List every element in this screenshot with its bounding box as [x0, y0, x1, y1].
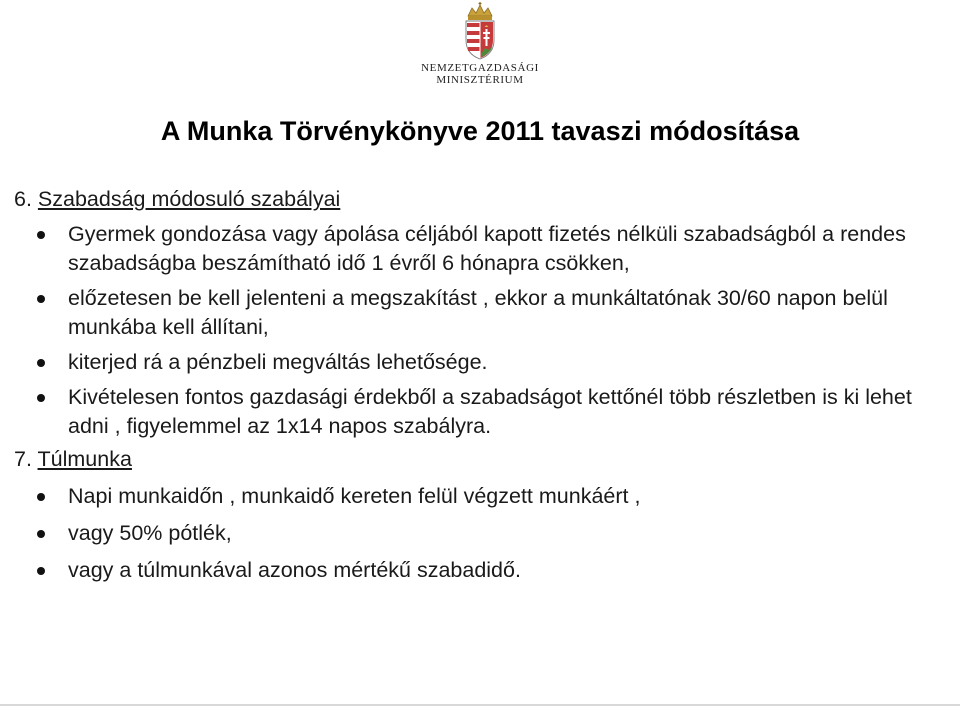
coat-of-arms-icon: [460, 2, 500, 60]
bullet-list: [14, 482, 934, 585]
list-item-text: előzetesen be kell jelenteni a megszakítást , ekkor a munkáltatónak 30/60 napon belül munkába kell állítani,: [68, 286, 888, 339]
section-heading: [14, 445, 934, 474]
section-vacation: [14, 185, 934, 441]
list-item: [14, 383, 934, 441]
bullet-dot-icon: [37, 231, 45, 239]
slide-title: A Munka Törvénykönyve 2011 tavaszi módosítása: [160, 116, 800, 146]
list-item-text: vagy a túlmunkával azonos mértékű szabadidő.: [68, 558, 521, 582]
list-item: [14, 482, 934, 511]
list-item: [14, 556, 934, 585]
list-item: [14, 220, 934, 278]
section-number: 6.: [14, 187, 32, 211]
bullet-dot-icon: [37, 530, 45, 538]
logo-line-1: NEMZETGAZDASÁGI: [421, 62, 539, 74]
ministry-logo: [410, 2, 550, 94]
list-item: [14, 519, 934, 548]
section-overtime: [14, 445, 934, 585]
list-item-text: vagy 50% pótlék,: [68, 521, 232, 545]
section-label: Túlmunka: [37, 447, 132, 471]
bullet-list: [14, 220, 934, 441]
footer-divider: [0, 704, 960, 706]
bullet-dot-icon: [37, 394, 45, 402]
list-item: [14, 284, 934, 342]
list-item-text: Kivételesen fontos gazdasági érdekből a szabadságot kettőnél több részletben is ki lehet adni , figyelemmel az 1x14 napos szabályra.: [68, 385, 912, 438]
logo-text: [410, 62, 550, 86]
slide-content: [14, 185, 934, 585]
list-item-text: Gyermek gondozása vagy ápolása céljából kapott fizetés nélküli szabadságból a rendes szabadságba beszámítható idő 1 évről 6 hónapra csökken,: [68, 222, 906, 275]
section-heading: [14, 185, 934, 214]
list-item: [14, 348, 934, 377]
bullet-dot-icon: [37, 567, 45, 575]
section-number: 7.: [14, 447, 32, 471]
list-item-text: Napi munkaidőn , munkaidő kereten felül végzett munkáért ,: [68, 484, 641, 508]
logo-line-2: MINISZTÉRIUM: [436, 74, 524, 86]
list-item-text: kiterjed rá a pénzbeli megváltás lehetősége.: [68, 350, 488, 374]
bullet-dot-icon: [37, 359, 45, 367]
section-label: Szabadság módosuló szabályai: [37, 187, 341, 211]
bullet-dot-icon: [37, 493, 45, 501]
bullet-dot-icon: [37, 295, 45, 303]
